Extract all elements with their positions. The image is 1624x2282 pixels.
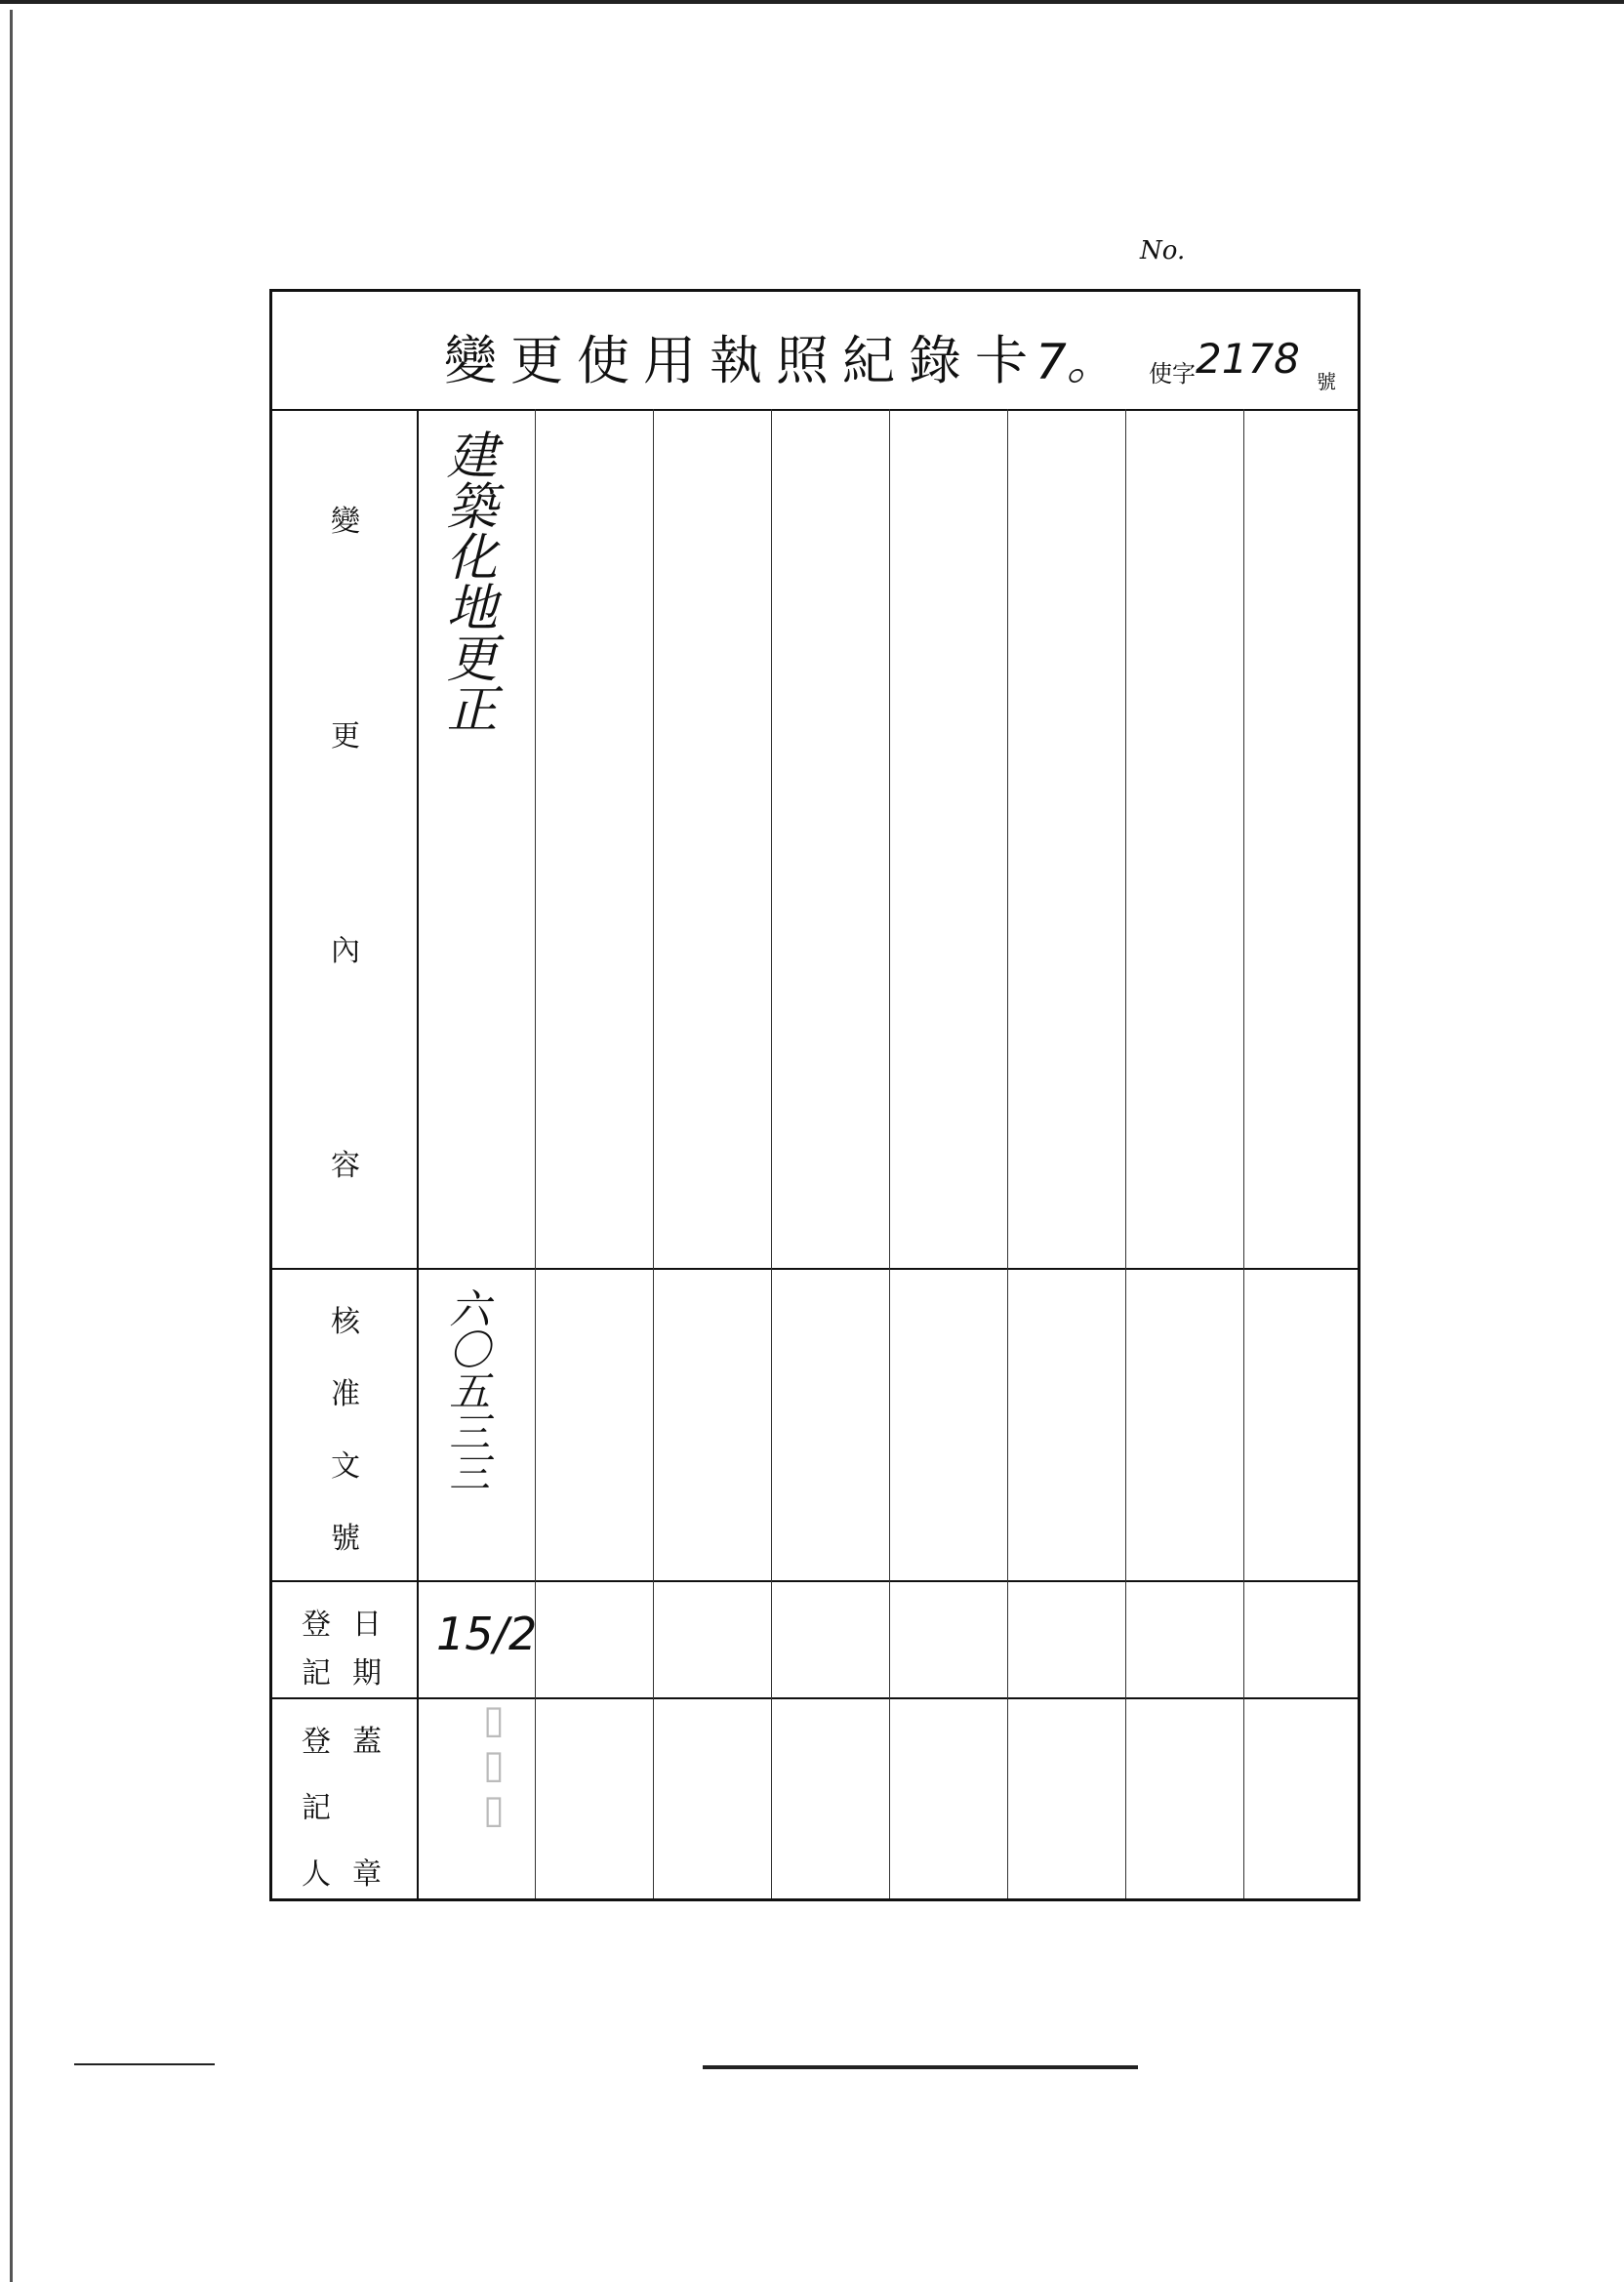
record-card <box>269 289 1360 1901</box>
seal-label-char: 人 <box>302 1857 331 1892</box>
column-divider <box>771 409 772 1898</box>
number-mark: No. <box>1140 236 1186 265</box>
date-label-char: 期 <box>352 1656 382 1691</box>
scan-artifact-line <box>74 2063 215 2065</box>
approval-label-char: 文 <box>331 1449 360 1484</box>
scan-edge-left <box>10 10 13 2282</box>
entry-content: 建築化地更正 <box>437 428 497 733</box>
column-divider-label <box>417 409 419 1898</box>
license-number-value: 2178 <box>1196 335 1300 383</box>
content-label-char: 容 <box>331 1149 360 1183</box>
column-divider <box>535 409 536 1898</box>
seal-label-char: 章 <box>352 1857 382 1892</box>
date-label-char: 記 <box>302 1656 331 1691</box>
column-divider <box>1007 409 1008 1898</box>
row-divider-date <box>272 1697 1358 1699</box>
content-label-char: 變 <box>331 505 360 539</box>
approval-label-char: 核 <box>331 1305 360 1339</box>
license-number-suffix: 號 <box>1317 370 1336 393</box>
license-number-label: 使字 <box>1149 360 1196 387</box>
seal-label-char: 蓋 <box>352 1725 382 1759</box>
column-divider <box>1243 409 1244 1898</box>
seal-label-char: 記 <box>302 1791 331 1825</box>
scan-edge-top <box>0 0 1624 20</box>
column-divider <box>889 409 890 1898</box>
row-divider-approval <box>272 1580 1358 1582</box>
column-divider <box>1125 409 1126 1898</box>
column-divider <box>653 409 654 1898</box>
date-label-char: 日 <box>352 1608 382 1642</box>
faded-seal-stamp: ▯▯▯ <box>471 1697 516 1832</box>
content-label-char: 更 <box>331 719 360 754</box>
entry-approval-number: 六〇五三三 <box>443 1287 492 1492</box>
approval-label-char: 准 <box>331 1377 360 1411</box>
date-label-char: 登 <box>302 1608 331 1642</box>
content-label-char: 內 <box>331 934 360 968</box>
title-handwritten-mark: 7。 <box>1035 334 1116 390</box>
card-title: 變更使用執照紀錄卡 <box>444 330 1041 391</box>
title-row <box>272 292 1358 411</box>
scan-artifact-line <box>703 2065 1138 2069</box>
approval-label-char: 號 <box>331 1522 360 1556</box>
entry-date: 15/2 <box>436 1608 538 1660</box>
row-divider-content <box>272 1268 1358 1270</box>
seal-label-char: 登 <box>302 1725 331 1759</box>
